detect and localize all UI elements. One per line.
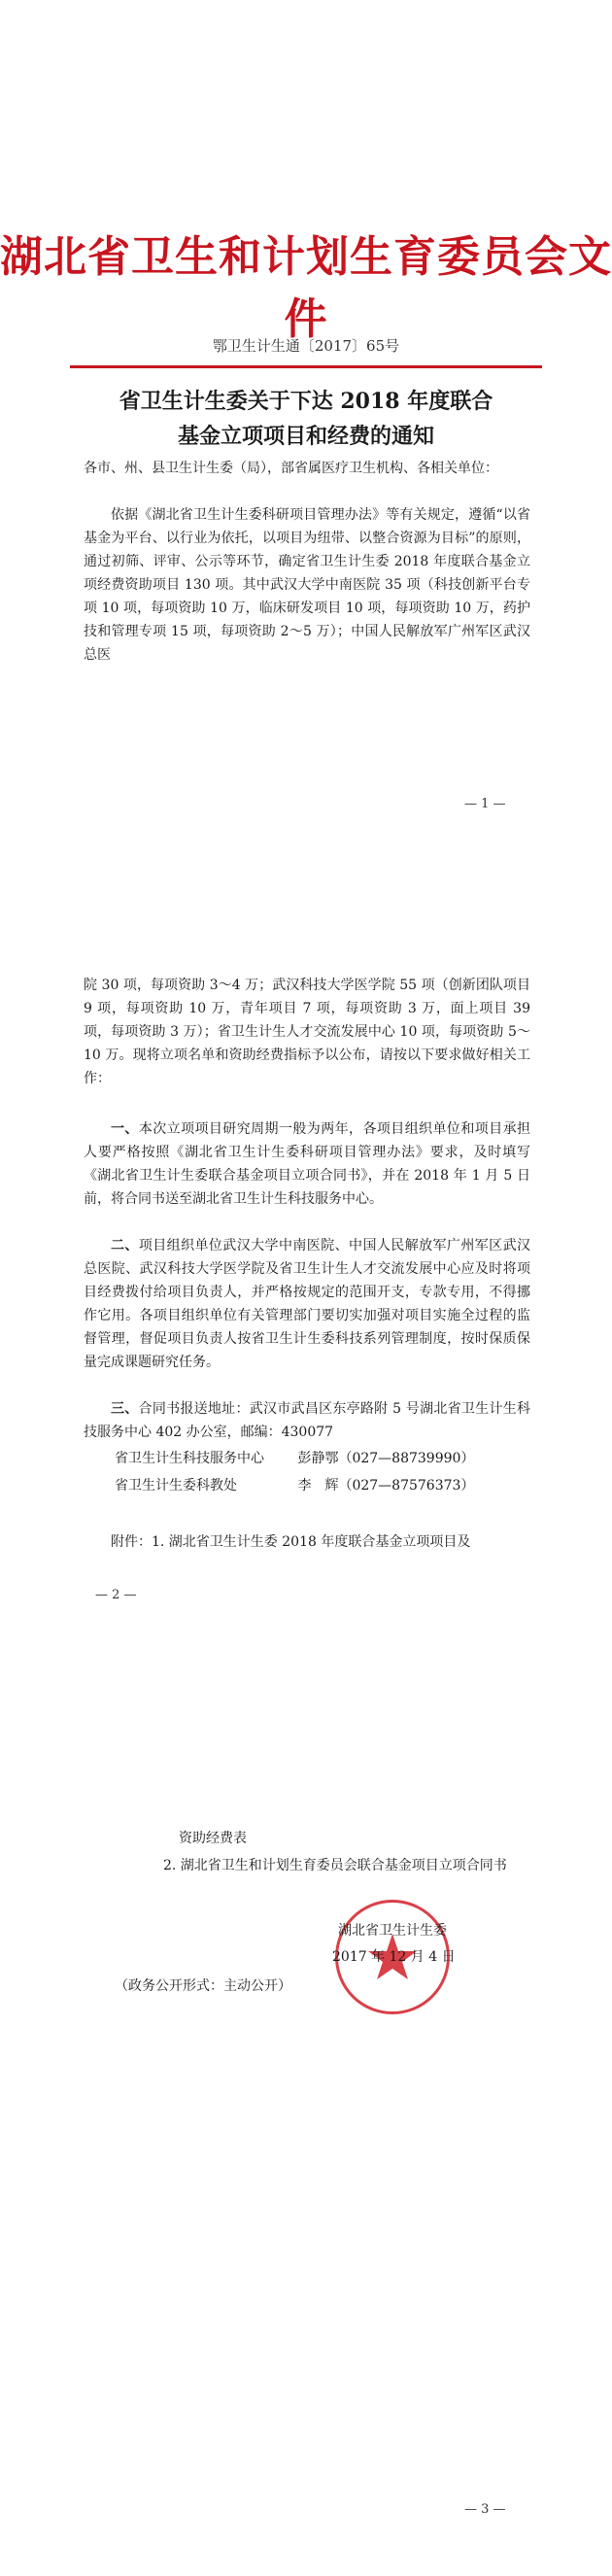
item-1-lead: 一、 bbox=[111, 1121, 139, 1137]
attachment-1-part1: 附件：1. 湖北省卫生计生委 2018 年度联合基金立项项目及 bbox=[111, 1534, 471, 1550]
page-number-1: — 1 — bbox=[464, 797, 506, 811]
item-1-text: 本次立项项目研究周期一般为两年，各项目组织单位和项目承担人要严格按照《湖北省卫生计生委科研项目管理办法》要求，及时填写《湖北省卫生计生委联合基金项目立项合同书》，并在 2018 年 1 月 5 日前，将合同书送至湖北省卫生计生科技服务中心。 bbox=[84, 1121, 530, 1207]
contact-1-person: 彭静鄂（027—88739990） bbox=[297, 1451, 475, 1466]
item-3-text: 合同书报送地址：武汉市武昌区东亭路附 5 号湖北省卫生计生科技服务中心 402 办公室，邮编：430077 bbox=[84, 1401, 530, 1440]
red-divider-line bbox=[70, 365, 542, 368]
contact-2-org: 省卫生计生委科教处 bbox=[115, 1478, 237, 1494]
notice-title bbox=[68, 384, 544, 454]
signature-date: 2017 年 12 月 4 日 bbox=[332, 1949, 456, 1965]
disclosure-note: （政务公开形式：主动公开） bbox=[115, 1978, 291, 1994]
page-number-2: — 2 — bbox=[95, 1588, 137, 1602]
contact-2-person: 李 辉（027—87576373） bbox=[297, 1478, 475, 1494]
contact-1-org: 省卫生计生科技服务中心 bbox=[115, 1451, 264, 1466]
attachment-2: 2. 湖北省卫生和计划生育委员会联合基金项目立项合同书 bbox=[163, 1858, 507, 1873]
paragraph-1-part2: 院 30 项，每项资助 3～4 万；武汉科技大学医学院 55 项（创新团队项目 9 项，每项资助 10 万，青年项目 7 项，每项资助 3 万，面上项目 39 项，每项资助 3 万）；省卫生计生人才交流发展中心 10 项，每项资助 5～10 万。现将立项名单和资助经费指标予以公布，请按以下要求做好相关工作： bbox=[84, 978, 530, 1086]
document-header-title: 湖北省卫生和计划生育委员会文件 bbox=[0, 232, 612, 344]
item-3 bbox=[84, 1397, 530, 1444]
notice-title-line1: 省卫生计生委关于下达 2018 年度联合 bbox=[119, 389, 493, 414]
document-number: 鄂卫生计生通〔2017〕65号 bbox=[212, 337, 400, 355]
page-number-3: — 3 — bbox=[464, 2502, 506, 2517]
contact-row-1 bbox=[115, 1448, 474, 1467]
signature-org: 湖北省卫生计生委 bbox=[338, 1923, 447, 1939]
attachment-1-part2: 资助经费表 bbox=[179, 1831, 247, 1846]
addressee: 各市、州、县卫生计生委（局），部省属医疗卫生机构、各相关单位： bbox=[84, 461, 498, 476]
paragraph-1-part1: 依据《湖北省卫生计生委科研项目管理办法》等有关规定，遵循“以省基金为平台、以行业为依托，以项目为纽带、以整合资源为目标”的原则，通过初筛、评审、公示等环节，确定省卫生计生委 2018 年度联合基金立项经费资助项目 130 项。其中武汉大学中南医院 35 项（科技创新平台专项 10 项，每项资助 10 万，临床研发项目 10 项，每项资助 10 万，药护技和管理专项 15 项，每项资助 2～5 万）；中国人民解放军广州军区武汉总医 bbox=[84, 507, 530, 663]
item-2 bbox=[84, 1234, 530, 1374]
notice-title-line2: 基金立项项目和经费的通知 bbox=[177, 424, 434, 449]
item-2-lead: 二、 bbox=[111, 1238, 139, 1254]
item-3-lead: 三、 bbox=[111, 1401, 139, 1417]
item-1 bbox=[84, 1117, 530, 1211]
contact-row-2 bbox=[115, 1475, 474, 1494]
item-2-text: 项目组织单位武汉大学中南医院、中国人民解放军广州军区武汉总医院、武汉科技大学医学院及省卫生计生人才交流发展中心应及时将项目经费拨付给项目负责人，并严格按规定的范围开支，专款专用，不得挪作它用。各项目组织单位有关管理部门要切实加强对项目实施全过程的监督管理，督促项目负责人按省卫生计生委科技系列管理制度，按时保质保量完成课题研究任务。 bbox=[84, 1238, 530, 1370]
